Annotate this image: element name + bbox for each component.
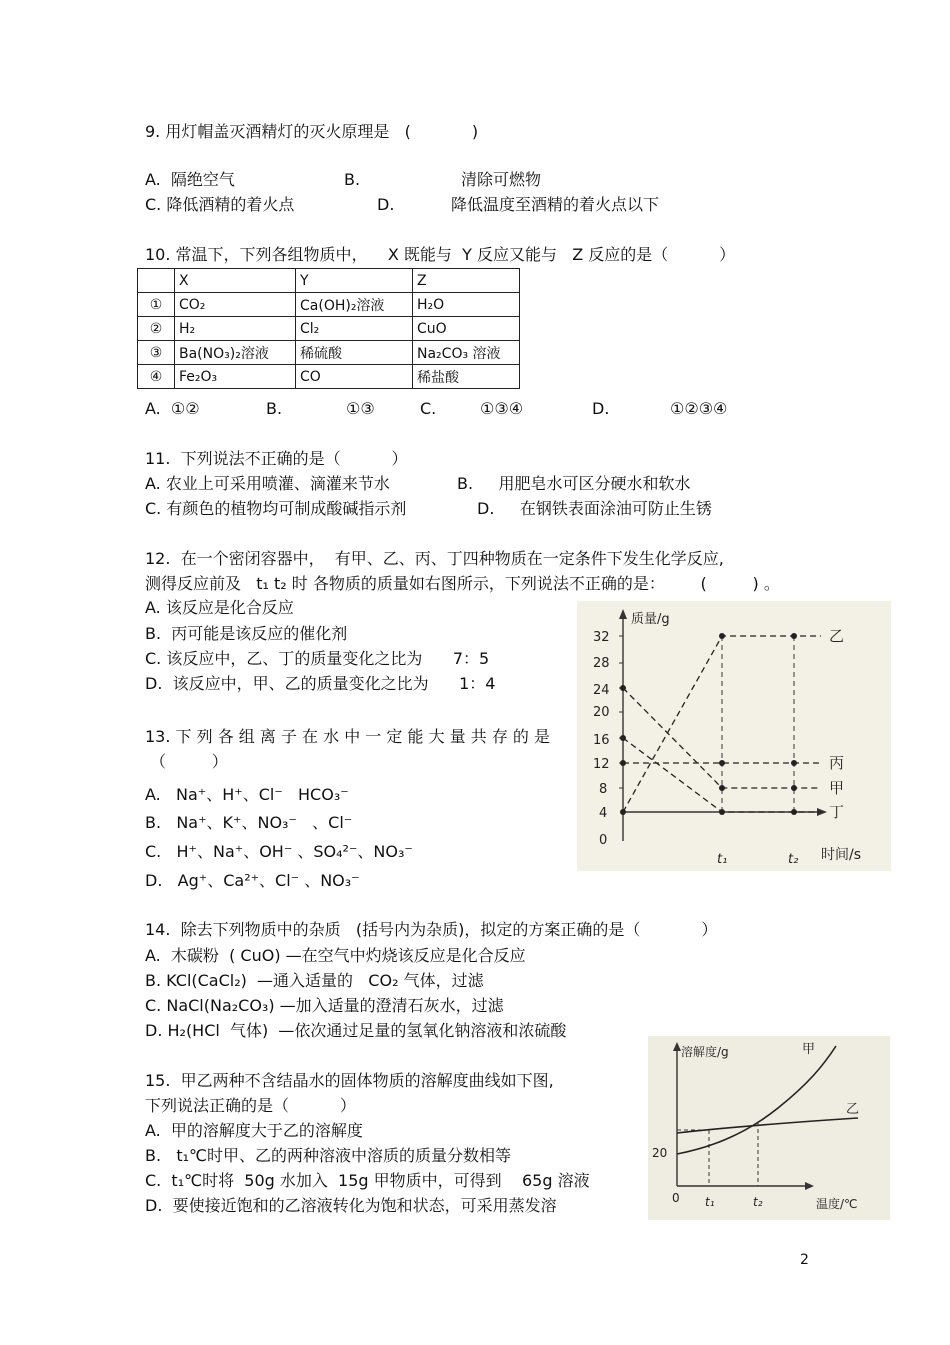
- series-label-jia: 甲: [829, 779, 845, 797]
- table-cell: H₂O: [413, 293, 520, 317]
- q12-stem-line1: 12. 在一个密闭容器中， 有甲、乙、丙、丁四种物质在一定条件下发生化学反应,: [145, 549, 724, 568]
- q14-option-d: D. H₂(HCl 气体) —依次通过足量的氢氧化钠溶液和浓硫酸: [145, 1021, 567, 1040]
- y-tick-label: 32: [593, 630, 610, 645]
- series-label-jia: 甲: [802, 1042, 816, 1057]
- q9-stem: 9. 用灯帽盖灭酒精灯的灭火原理是 ( ): [145, 122, 479, 141]
- x-tick-label: 0: [672, 1191, 680, 1205]
- table-row: [138, 365, 520, 389]
- table-cell: ④: [138, 365, 175, 389]
- x-tick-label: t₁: [717, 852, 728, 867]
- q12-option-b: B. 丙可能是该反应的催化剂: [145, 624, 348, 643]
- q10-option-d-key: D.: [592, 399, 610, 418]
- data-point: [791, 809, 797, 815]
- q15-xlabel: 温度/℃: [816, 1197, 858, 1211]
- data-point: [791, 785, 797, 791]
- table-cell: 稀盐酸: [413, 365, 520, 389]
- table-header-row: [138, 269, 520, 293]
- y-tick-label: 12: [593, 757, 610, 772]
- table-cell: ③: [138, 341, 175, 365]
- table-cell: H₂: [175, 317, 296, 341]
- x-tick-label: t₂: [788, 852, 799, 867]
- table-cell: ①: [138, 293, 175, 317]
- q11-option-c: C. 有颜色的植物均可制成酸碱指示剂: [145, 499, 407, 518]
- q15-stem-line2: 下列说法正确的是（ ）: [145, 1096, 356, 1115]
- q9-option-a: A. 隔绝空气: [145, 170, 235, 189]
- data-point: [719, 809, 725, 815]
- q15-ylabel: 溶解度/g: [681, 1045, 729, 1059]
- table-cell: CO₂: [175, 293, 296, 317]
- q15-solubility-chart: [648, 1036, 890, 1220]
- q10-table: [137, 268, 520, 389]
- q15-option-a: A. 甲的溶解度大于乙的溶解度: [145, 1121, 363, 1140]
- data-point: [719, 633, 725, 639]
- table-cell: CO: [296, 365, 413, 389]
- table-cell: ②: [138, 317, 175, 341]
- data-point: [791, 633, 797, 639]
- table-cell: Ca(OH)₂溶液: [296, 293, 413, 317]
- q12-ylabel: 质量/g: [631, 612, 670, 627]
- q9-option-c: C. 降低酒精的着火点: [145, 195, 295, 214]
- y-tick-label: 4: [599, 806, 608, 821]
- q13-option-b: B. Na⁺、K⁺、NO₃⁻ 、Cl⁻: [145, 813, 353, 832]
- y-tick-label: 8: [599, 782, 608, 797]
- table-cell: X: [175, 269, 296, 293]
- x-tick-label: t₂: [753, 1195, 763, 1209]
- data-point: [620, 809, 626, 815]
- data-point: [791, 760, 797, 766]
- series-label-ding: 丁: [829, 803, 845, 821]
- q11-option-a: A. 农业上可采用喷灌、滴灌来节水: [145, 474, 390, 493]
- q12-option-d: D. 该反应中，甲、乙的质量变化之比为 1：4: [145, 674, 496, 693]
- q10-option-b-key: B.: [266, 399, 283, 418]
- table-cell: Na₂CO₃ 溶液: [413, 341, 520, 365]
- q13-option-a: A. Na⁺、H⁺、Cl⁻ HCO₃⁻: [145, 785, 349, 804]
- q13-stem-line2: （ ）: [150, 752, 228, 771]
- table-cell: Cl₂: [296, 317, 413, 341]
- q13-stem-line1: 13. 下 列 各 组 离 子 在 水 中 一 定 能 大 量 共 存 的 是: [145, 727, 550, 746]
- y-tick-label: 24: [593, 683, 610, 698]
- table-cell: Ba(NO₃)₂溶液: [175, 341, 296, 365]
- table-row: [138, 293, 520, 317]
- q10-option-d: ①②③④: [670, 399, 728, 418]
- series-label-yi: 乙: [829, 627, 845, 645]
- q12-option-c: C. 该反应中，乙、丁的质量变化之比为 7：5: [145, 649, 490, 668]
- table-cell: CuO: [413, 317, 520, 341]
- q9-option-d: 降低温度至酒精的着火点以下: [451, 195, 660, 214]
- q10-option-b: ①③: [346, 399, 375, 418]
- q14-stem: 14. 除去下列物质中的杂质 (括号内为杂质)，拟定的方案正确的是（ ）: [145, 920, 718, 939]
- y-tick-label: 20: [652, 1146, 668, 1160]
- q15-option-c: C. t₁℃时将 50g 水加入 15g 甲物质中，可得到 65g 溶液: [145, 1171, 590, 1190]
- q10-option-c: ①③④: [480, 399, 524, 418]
- data-point: [620, 685, 626, 691]
- table-row: [138, 317, 520, 341]
- q14-option-a: A. 木碳粉 ( CuO) —在空气中灼烧该反应是化合反应: [145, 946, 526, 965]
- q11-option-d: D. 在钢铁表面涂油可防止生锈: [477, 499, 712, 518]
- data-point: [719, 785, 725, 791]
- q13-option-d: D. Ag⁺、Ca²⁺、Cl⁻ 、NO₃⁻: [145, 871, 360, 890]
- table-cell: Fe₂O₃: [175, 365, 296, 389]
- q11-stem: 11. 下列说法不正确的是（ ）: [145, 449, 408, 468]
- q12-xlabel: 时间/s: [821, 847, 862, 863]
- table-row: [138, 341, 520, 365]
- q10-option-c-key: C.: [420, 399, 437, 418]
- q9-option-b-key: B.: [344, 170, 361, 189]
- data-point: [719, 760, 725, 766]
- data-point: [620, 760, 626, 766]
- table-cell: Z: [413, 269, 520, 293]
- x-tick-label: t₁: [705, 1195, 715, 1209]
- q14-option-c: C. NaCl(Na₂CO₃) —加入适量的澄清石灰水，过滤: [145, 996, 504, 1015]
- q9-option-b: 清除可燃物: [461, 170, 542, 189]
- series-label-yi: 乙: [846, 1102, 860, 1117]
- q14-option-b: B. KCl(CaCl₂) —通入适量的 CO₂ 气体，过滤: [145, 971, 484, 990]
- series-label-bing: 丙: [829, 754, 845, 772]
- y-tick-label: 0: [599, 833, 608, 848]
- q13-option-c: C. H⁺、Na⁺、OH⁻ 、SO₄²⁻、NO₃⁻: [145, 842, 413, 861]
- q12-option-a: A. 该反应是化合反应: [145, 598, 294, 617]
- q11-option-b: B. 用肥皂水可区分硬水和软水: [457, 474, 691, 493]
- q9-option-d-key: D.: [377, 195, 395, 214]
- q15-option-b: B. t₁℃时甲、乙的两种溶液中溶质的质量分数相等: [145, 1146, 511, 1165]
- table-cell: 稀硫酸: [296, 341, 413, 365]
- data-point: [620, 735, 626, 741]
- q12-mass-time-chart: [577, 601, 891, 871]
- q12-stem-line2: 测得反应前及 t₁ t₂ 时 各物质的质量如右图所示，下列说法不正确的是： ( ) 。: [145, 574, 780, 593]
- table-cell: [138, 269, 175, 293]
- y-tick-label: 28: [593, 656, 610, 671]
- table-cell: Y: [296, 269, 413, 293]
- q10-stem: 10. 常温下，下列各组物质中， X 既能与 Y 反应又能与 Z 反应的是（ ）: [145, 245, 736, 264]
- page-number: 2: [800, 1252, 809, 1268]
- y-tick-label: 16: [593, 733, 610, 748]
- q15-stem-line1: 15. 甲乙两种不含结晶水的固体物质的溶解度曲线如下图,: [145, 1071, 554, 1090]
- q10-option-a: A. ①②: [145, 399, 200, 418]
- q15-option-d: D. 要使接近饱和的乙溶液转化为饱和状态，可采用蒸发溶: [145, 1196, 557, 1215]
- y-tick-label: 20: [593, 705, 610, 720]
